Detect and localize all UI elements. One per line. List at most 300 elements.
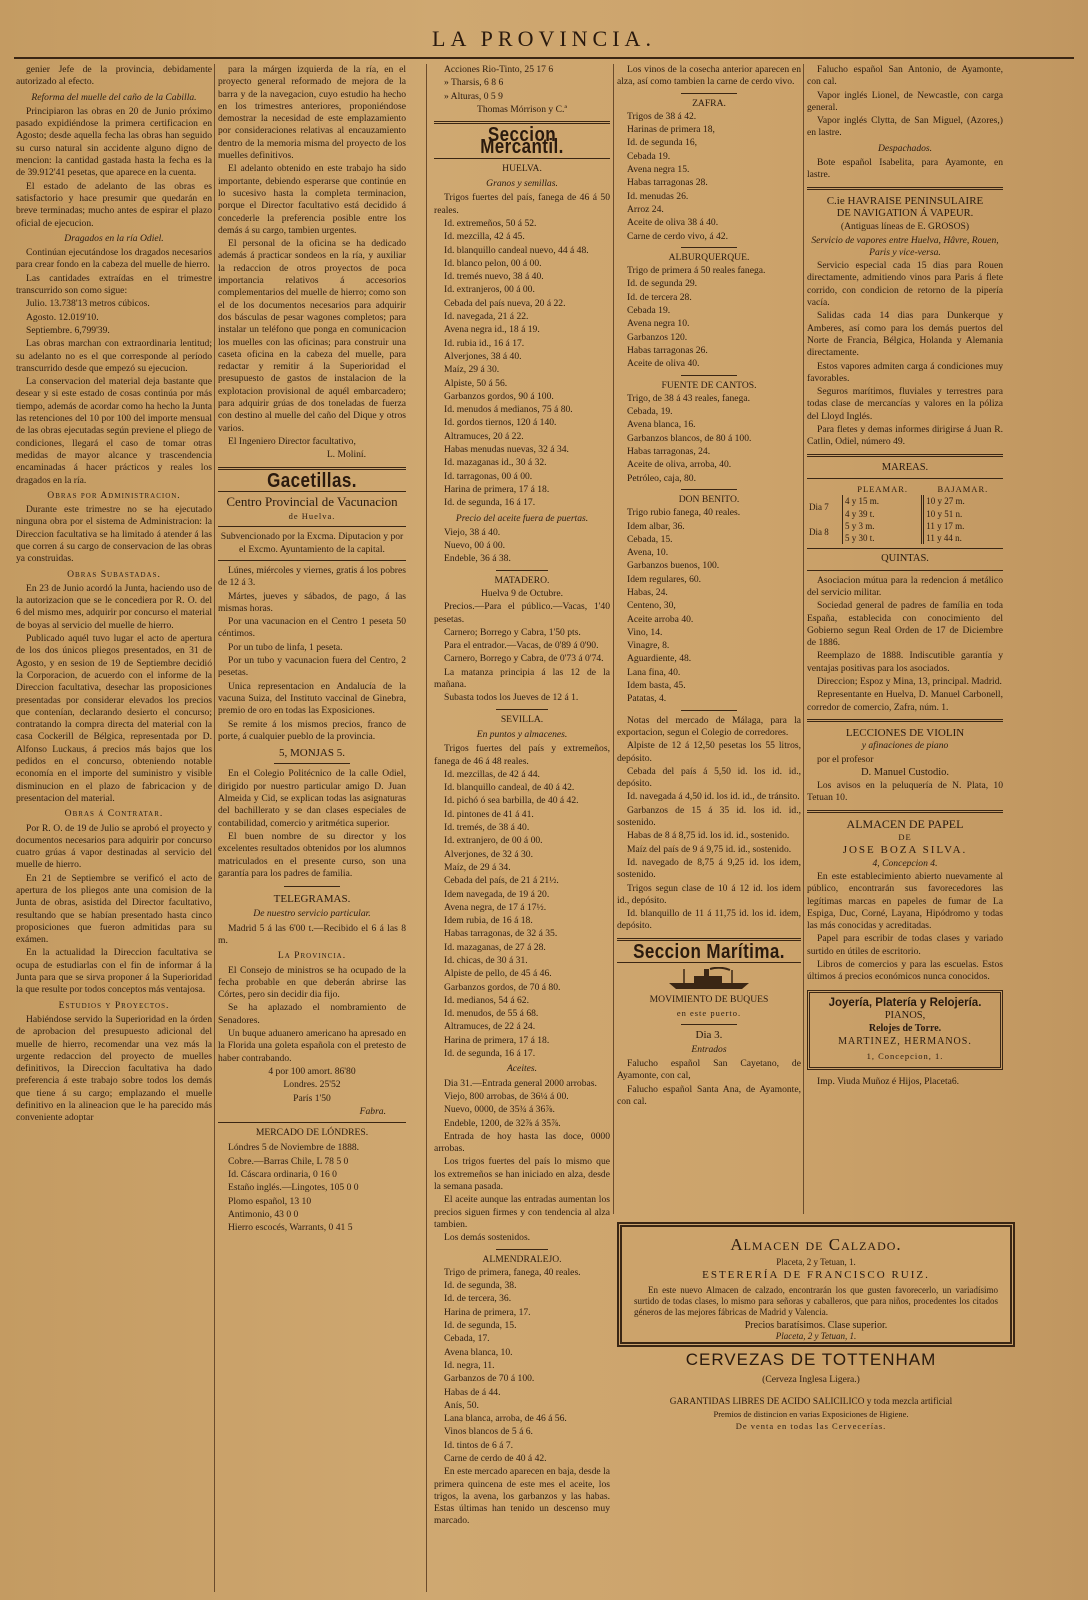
list-item: Hierro escocés, Warrants, 0 41 5	[228, 1222, 353, 1234]
list-item: Id. de segunda 29.	[627, 278, 698, 290]
list-item: Habas de 8 á 8,75 id. los id. id., sostenido.	[627, 830, 790, 842]
list-item: Maíz, de 29 á 34.	[444, 861, 511, 873]
list-item: Carnero, Borrego y Cabra, de 0'73 á 0'74.	[444, 653, 604, 665]
paragraph: Principiaron las obras en 20 de Junio próximo pasado expidiéndose la primera certificacion en Agosto; desde aquella fecha las obras han seguido su curso natural sin accidente alguno digno de mencion: la cantidad gastada hasta la fecha es la de 39.912'41 pesetas, que aparece en la cuenta.	[16, 105, 212, 179]
list-item: Habas tarragonas 28.	[627, 177, 708, 189]
section-subtitle: Precio del aceite fuera de puertas.	[455, 512, 589, 524]
ad-name: MARTINEZ, HERMANOS.	[838, 1036, 972, 1048]
paragraph: Por R. O. de 19 de Julio se aprobó el proyecto y documentos necesarios para adquirir por concurso cuatro grúas á vapor destinadas al servicio del muelle de hierro.	[16, 822, 212, 871]
ad-line: Premios de distincion en varias Exposiciones de Higiene.	[713, 1409, 909, 1419]
paragraph: genier Jefe de la provincia, debidamente autorizado al efecto.	[16, 64, 212, 88]
paragraph: Direccion; Espoz y Mina, 13, principal. Madrid.	[817, 676, 1002, 688]
list-item: Cebada, 17.	[444, 1333, 490, 1345]
paragraph: Unica representacion en Andalucía de la vacuna Suiza, del Instituto vaccinal de Ginebra, premio de oro en todas las Exposiciones.	[218, 680, 406, 717]
paragraph: Por una vacunacion en el Centro 1 peseta 50 céntimos.	[218, 616, 406, 640]
divider	[807, 719, 1003, 722]
ad-line: PIANOS,	[884, 1009, 926, 1021]
divider	[284, 886, 340, 887]
divider	[496, 709, 549, 710]
tide-cell: 11 y 44 n.	[923, 532, 1003, 544]
price-list-alburquerque	[617, 265, 801, 370]
list-item: Id. mazaganas, de 27 á 28.	[444, 941, 546, 953]
section-subtitle: Despachados.	[877, 142, 933, 154]
paragraph: Publicado aquél tuvo lugar el acto de apertura de los dos únicos pliegos presentados, en 31 de Agosto, y en sesion de 19 de Septiembre decidió la Corporacion, de acuerdo con el informe de la Direccion facultativa, desechar las proposiciones presentadas por considerar elevados los precios que contenían, declarando desierto el concurso; contratando la compra directa del material con la casa Cockerill de Bélgica, representada por D. Alfonso Luckaus, á precios más bajos que los pedidos en el concurso, obteniendo notable economía en el importe del suministro y visible disminucion en el plazo de fabricacion y de presentacion del material.	[16, 633, 212, 804]
ad-subtitle: Servicio de vapores entre Huelva, Hâvre, Rouen, Paris y vice-versa.	[811, 234, 999, 258]
divider	[807, 570, 1003, 571]
city-heading: HUELVA.	[502, 162, 542, 174]
paragraph: Reemplazo de 1888. Indiscutible garantía y ventajas positivas para los asociados.	[807, 650, 1003, 674]
divider	[681, 710, 736, 711]
paragraph: Se ha aplazado el nombramiento de Senadores.	[218, 1002, 406, 1026]
list-item: Id. tarragonas, 00 á 00.	[444, 470, 533, 482]
paragraph: Para fletes y demas informes dirigirse á Juan R. Catlin, Odiel, número 49.	[807, 424, 1003, 448]
list-item: La matanza principia á las 12 de la mañana.	[434, 666, 610, 691]
tide-cell: 5 y 3 m.	[843, 520, 923, 532]
list-item: Trigos fuertes del país y extremeños, fanega de 46 á 48 reales.	[434, 743, 610, 767]
list-item: Dia 31.—Entrada general 2000 arrobas.	[444, 1077, 597, 1089]
paragraph: Libros de comercios y para las escuelas. Estos últimos á precios económicos nunca conocidos.	[807, 959, 1003, 983]
list-item: Harinas de primera 18,	[627, 124, 715, 136]
tide-table	[807, 483, 1003, 544]
divider	[681, 1024, 736, 1025]
tide-cell: 4 y 39 t.	[843, 508, 923, 520]
list-item: Centeno, 30,	[627, 600, 676, 612]
divider	[681, 375, 736, 376]
divider	[496, 570, 549, 571]
dateline: Huelva 9 de Octubre.	[480, 587, 564, 599]
list-item: Harina de primera, 17.	[444, 1306, 531, 1318]
list-item: Alverjones, de 32 á 30.	[444, 848, 533, 860]
signature: L. Moliní.	[326, 449, 366, 461]
list-item: Endeble, 1200, de 32⅞ á 35⅞.	[444, 1117, 561, 1129]
city-heading: ZAFRA.	[692, 97, 726, 109]
list-item: En este mercado aparecen en baja, desde la primera quincena de este mes el aceite, los trigos, la avena, los garbanzos y las habas. Estas últimas han tenido un descenso muy marcado.	[434, 1466, 610, 1527]
divider	[807, 810, 1003, 813]
list-item: Id. rubia id., 16 á 17.	[444, 337, 525, 349]
section-subtitle: Granos y semillas.	[486, 178, 558, 190]
tide-cell: 4 y 15 m.	[843, 495, 923, 507]
column-4	[617, 64, 801, 1214]
paragraph: para la márgen izquierda de la ría, en el proyecto general reformado de mejora de la barra y de la navegacion, cuyo estudio ha hecho en los trimestres anteriores, proponiéndose demostrar la necesidad de este emplazamiento por consideraciones relativas al encauzamiento dentro de la memoria misma del proyecto de los muelles definitivos.	[218, 64, 406, 162]
list-item: Id. de segunda, 16 á 17.	[444, 1048, 536, 1060]
list-item: Idem rubia, de 16 á 18.	[444, 915, 533, 927]
divider	[681, 489, 736, 490]
list-item: El aceite aunque las entradas aumentan los precios siguen firmes y con tendencia al alza tambien.	[434, 1194, 610, 1230]
price-list-matadero	[434, 601, 610, 704]
ad-subtitle: y afinaciones de piano	[861, 740, 949, 752]
section-heading: MOVIMIENTO DE BUQUES	[649, 994, 769, 1005]
ad-cervezas	[617, 1350, 1005, 1460]
list-item: Antimonio, 43 0 0	[228, 1208, 299, 1220]
list-item: Avena negra, de 17 á 17½.	[444, 901, 547, 913]
list-item: Avena negra 15.	[627, 164, 690, 176]
list-item: Carnero; Borrego y Cabra, 1'50 pts.	[444, 626, 581, 638]
section-heading: Obras por Administracion.	[47, 489, 181, 501]
paragraph: El Consejo de ministros se ha ocupado de la fecha probable en que deberán abrirse las Córtes, pero sin decidir dia fijo.	[218, 964, 406, 1001]
list-item: Vino, 14.	[627, 626, 663, 638]
list-item: Subasta todos los Jueves de 12 á 1.	[444, 692, 579, 704]
list-item: Habas menudas nuevas, 32 á 34.	[444, 444, 569, 456]
column-divider	[803, 64, 804, 1214]
paragraph: Se remite á los mismos precios, franco de porte, á cualquier pueblo de la provincia.	[218, 718, 406, 742]
list-item: Vinagre, 8.	[627, 640, 670, 652]
list-item: Id. chicas, de 30 á 31.	[444, 955, 528, 966]
paragraph: En la actualidad la Direccion facultativa se ocupa de estudiarlas con el fin de informar á la Junta para que se sirva proponer á la Superioridad la que resulte por todos conceptos más ventajosa.	[16, 947, 212, 996]
list-item: Vinos blancos de 5 á 6.	[444, 1426, 533, 1438]
paragraph: El Ingeniero Director facultativo,	[228, 435, 356, 447]
paragraph: Servicio especial cada 15 dias para Rouen directamente, admitiendo vinos para Paris á flete corrido, con condicion de retorno de la pipería vacía.	[807, 260, 1003, 309]
price-list-benito	[617, 507, 801, 705]
address: Placeta, 2 y Tetuan, 1.	[775, 1331, 857, 1341]
list-item: Cebada del país á 5,50 id. los id. id., depósito.	[617, 765, 801, 790]
list-item: Plomo español, 13 10	[228, 1195, 312, 1207]
city-heading: SEVILLA.	[500, 713, 544, 725]
quote-line: París 1'50	[293, 1092, 331, 1104]
ad-title: Almacen de Calzado.	[730, 1235, 902, 1254]
address: Placeta, 2 y Tetuan, 1.	[776, 1257, 856, 1267]
paragraph: Asociacion mútua para la redencion á metálico del servicio militar.	[807, 574, 1003, 598]
divider	[274, 763, 349, 764]
paragraph: El adelanto obtenido en este trabajo ha sido importante, debiendo esperarse que continúe en lo sucesivo hasta la completa terminacion, porque el Director facultativo está decidido á concederle la preferencia posible entre los demás á su cargo, tambien urgentes.	[218, 163, 406, 236]
paragraph: En 23 de Junio acordó la Junta, haciendo uso de la autorizacion que se le concediera por R. O. del 6 del mismo mes, adquirir por concurso el material de boyas al servicio del muelle de hierro.	[16, 582, 212, 631]
list-item: Bote español Isabelita, para Ayamonte, en lastre.	[807, 157, 1003, 181]
list-item: Trigo rubio fanega, 40 reales.	[627, 507, 741, 519]
list-item: Habas de á 44.	[444, 1386, 501, 1398]
ad-subtitle: DE	[898, 832, 912, 843]
section-heading: Estudios y Proyectos.	[58, 999, 170, 1011]
divider	[807, 187, 1003, 190]
section-subtitle: en este puerto.	[676, 1008, 742, 1019]
list-item: Id. blanquillo candeal nuevo, 44 á 48.	[444, 244, 589, 256]
list-item: Trigo, de 38 á 43 reales, fanega.	[627, 392, 750, 404]
paragraph: La conservacion del material deja bastante que desear y si este estado de cosas continúa por más tiempo, además de acordar como ha hecho la Junta las retenciones del 10 por 100 del importe mensual de las obras ejecutadas según previene el pliego de condiciones, llegará el caso de tomar otras medidas de mayor alcance y trascendencia encaminadas á hacer prácticos y reales los dragados en la ría.	[16, 376, 212, 486]
steamship-icon	[617, 967, 801, 991]
column-5	[807, 64, 1003, 1214]
paragraph: Por un tubo y vacunacion fuera del Centro, 2 pesetas.	[218, 655, 406, 679]
paragraph: El buen nombre de su director y los excelentes resultados obtenidos por los alumnos matriculados en el presente curso, son una garantía para los padres de familia.	[218, 830, 406, 879]
list-item: Id. de segunda 16,	[627, 137, 698, 149]
section-subtitle: En puntos y almacenes.	[476, 728, 568, 740]
ad-name: D. Manuel Custodio.	[860, 766, 950, 778]
list-item: Lana fina, 40.	[627, 666, 681, 678]
ad-title: Joyería, Platería y Relojería.	[828, 996, 982, 1009]
list-item: Aceite de oliva 40.	[627, 358, 700, 370]
paragraph: En 21 de Septiembre se verificó el acto de apertura de los pliegos ante una comision de la Junta de obras, asistida del Director facultativo, resultando que se habían presentado hasta cinco proposiciones que fueron admitidas para su exámen.	[16, 872, 212, 946]
list-item: Los demás sostenidos.	[444, 1232, 531, 1244]
list-item: Cebada, 19.	[627, 406, 673, 418]
price-list-fuente	[617, 393, 801, 485]
paragraph: El estado de adelanto de las obras es satisfactorio y hace presumir que quedarán en breve terminadas; mucho antes de espirar el plazo oficial de ejecucion.	[16, 180, 212, 229]
ad-calzado	[617, 1222, 1015, 1347]
list-item: Cebada del país, de 21 á 21½.	[444, 875, 559, 887]
paragraph: Seguros marítimos, fluviales y terrestres para todas clase de mercancías y valores en la póliza del Lloyd Inglés.	[807, 386, 1003, 422]
paragraph: Los avisos en la peluquería de N. Plata, 10 Tetuan 10.	[807, 780, 1003, 804]
list-item: Anís, 50.	[444, 1399, 479, 1411]
list-item: » Tharsis, 6 8 6	[444, 77, 504, 89]
list-item: Id. pintones de 41 á 41.	[444, 808, 534, 820]
price-list-zafra	[617, 111, 801, 243]
list-item: Habas tarragonas 26.	[627, 344, 708, 356]
list-item: Id. mezcillas, de 42 á 44.	[444, 768, 540, 780]
section-heading: Obras á Contratar.	[64, 808, 164, 820]
list-item: Trigo de primera á 50 reales fanega.	[627, 265, 766, 277]
signature: Thomas Mórrison y C.ª	[476, 103, 568, 115]
list-item: Garbanzos de 70 á 100.	[444, 1373, 535, 1385]
price-list-aceites	[434, 1078, 610, 1245]
list-item: Id. blanquillo de 11 á 11,75 id. los id. idem, depósito.	[617, 908, 801, 932]
list-item: Id. Cáscara ordinaria, 0 16 0	[228, 1169, 337, 1181]
list-item: Id. mazaganas id., 30 á 32.	[444, 457, 547, 469]
ad-subtitle: (Antiguas líneas de E. GROSOS)	[840, 221, 970, 233]
list-item: Id. blanco pelon, 00 á 00.	[444, 257, 542, 269]
list-item: Altramuces, 20 á 22.	[444, 430, 524, 442]
tide-day: Dia 8	[809, 526, 829, 537]
divider	[218, 526, 406, 527]
list-item: Estaño inglés.—Lingotes, 105 0 0	[228, 1182, 359, 1194]
column-1	[16, 64, 212, 1592]
price-list-aceite	[434, 527, 610, 566]
list-item: Aceite arroba 40.	[627, 613, 694, 625]
paragraph: Septiembre. 6,799'39.	[26, 324, 110, 336]
paragraph: En el Colegio Politécnico de la calle Odiel, dirigido por nuestro particular amigo D. Juan Almeida y Cid, se explican todas las asignaturas del bachillerato y se dan clases especiales de contabilidad, comercio y aritmética superior.	[218, 768, 406, 829]
city-heading: ALMENDRALEJO.	[482, 1253, 562, 1265]
list-item: Arroz 24.	[627, 203, 664, 215]
list-item: Id. tremés nuevo, 38 á 40.	[444, 271, 544, 283]
list-item: Carne de cerdo vivo, á 42.	[627, 230, 728, 242]
list-item: Id. negra, 11.	[444, 1359, 495, 1371]
tide-cell: 11 y 17 m.	[923, 520, 1003, 532]
ad-title: ALMACEN DE PAPEL	[846, 816, 964, 831]
list-item: Id. menudos, de 55 á 68.	[444, 1008, 539, 1020]
divider	[807, 478, 1003, 479]
paragraph: Lúnes, miércoles y viernes, gratis á los pobres de 12 á 3.	[218, 564, 406, 589]
list-item: Carne de cerdo de 40 á 42.	[444, 1452, 547, 1464]
section-title-maritima: Seccion Marítima.	[633, 940, 785, 963]
ad-line: Precios baratísimos. Clase superior.	[744, 1320, 888, 1331]
list-item: Cebada 19.	[627, 305, 671, 317]
section-heading: Obras Subastadas.	[67, 568, 161, 580]
list-item: Petróleo, caja, 80.	[627, 472, 696, 484]
list-item: Cebada 19.	[627, 150, 671, 162]
list-item: Lana blanca, arroba, de 46 á 56.	[444, 1413, 567, 1425]
list-item: Alverjones, 38 á 40.	[444, 350, 522, 362]
price-list-almendralejo	[434, 1267, 610, 1528]
paragraph: Los vinos de la cosecha anterior aparecen en alza, así como tambien la carne de cerdo vivo.	[617, 64, 801, 88]
list-item: Falucho español Santa Ana, de Ayamonte, con cal.	[617, 1083, 801, 1108]
price-list-sevilla	[434, 743, 610, 1060]
list-item: Alpiste de 12 á 12,50 pesetas los 55 litros, depósito.	[617, 740, 801, 764]
list-item: Id. tremés, de 38 á 40.	[444, 822, 530, 834]
list-item: Id. de tercera, 36.	[444, 1293, 512, 1305]
list-item: Trigos segun clase de 10 á 12 id. los idem id., depósito.	[617, 882, 801, 906]
list-item: Endeble, 36 á 38.	[444, 553, 511, 565]
list-item: Vapor inglés Lionel, de Newcastle, con carga general.	[807, 89, 1003, 113]
section-subtitle: Aceites.	[506, 1063, 538, 1075]
ad-name: JOSE BOZA SILVA.	[842, 844, 968, 857]
list-item: Maíz del país de 9 á 9,75 id. id., sostenido.	[627, 843, 792, 855]
list-item: Cebada, 15.	[627, 533, 673, 545]
list-item: Aceite de oliva, arroba, 40.	[627, 459, 732, 471]
column-3	[434, 64, 610, 1592]
list-item: Id. navegado de 8,75 á 9,25 id. los idem, sostenido.	[617, 856, 801, 881]
divider	[681, 247, 736, 248]
list-item: Trigo de primera, fanega, 40 reales.	[444, 1266, 581, 1278]
ad-line: GARANTIDAS LIBRES DE ACIDO SALICILICO y toda mezcla artificial	[669, 1397, 953, 1407]
paragraph: Julio. 13.738'13 metros cúbicos.	[26, 298, 150, 310]
list-item: Idem regulares, 60.	[627, 573, 702, 585]
list-item: Garbanzos blancos, de 80 á 100.	[627, 432, 752, 444]
ad-title: LECCIONES DE VIOLIN	[845, 726, 965, 739]
list-item: Garbanzos gordos, 90 á 100.	[444, 390, 554, 402]
price-list-malaga	[617, 715, 801, 933]
list-item: Precios.—Para el público.—Vacas, 1'40 pesetas.	[434, 601, 610, 625]
ad-subtitle: de Huelva.	[288, 511, 336, 522]
paragraph: Salidas cada 14 dias para Dunkerque y Amberes, así como para los demás puertos del Norte de Francia, Bélgica, Holanda y Alemania directamente.	[807, 310, 1003, 359]
list-item: Id. extranjero, de 00 á 00.	[444, 835, 543, 847]
list-item: Maíz, 29 á 30.	[444, 364, 500, 376]
list-item: Nuevo, 00 á 00.	[444, 540, 506, 552]
ad-subtitle: (Cerveza Inglesa Ligera.)	[762, 1374, 860, 1385]
list-item: Altramuces, de 22 á 24.	[444, 1021, 536, 1033]
tide-header: BAJAMAR.	[937, 483, 989, 494]
column-2	[218, 64, 406, 1592]
ad-joyeria	[807, 990, 1003, 1070]
column-divider	[613, 64, 614, 1214]
ad-line: De venta en todas las Cervecerías.	[735, 1421, 887, 1431]
list-item: Avena negra id., 18 á 19.	[444, 324, 540, 336]
divider	[218, 1122, 406, 1123]
list-item: Idem basta, 45.	[627, 680, 686, 692]
paragraph: Por un tubo de linfa, 1 peseta.	[228, 641, 343, 653]
list-item: Avena negra 10.	[627, 318, 690, 330]
paragraph: Mártes, jueves y sábados, de pago, á las mismas horas.	[218, 590, 406, 614]
tide-cell: 10 y 51 n.	[923, 508, 1003, 520]
paragraph: El personal de la oficina se ha dedicado además á practicar sondeos en la ría, y auxiliar la redaccion de otros proyectos de poca importancia relativos á accesorios complementarios del muelle de hierro; como son el de los documentos necesarios para adquirir dos básculas de pesar wagones completos; para instalar un teléfono que ponga en comunicacion los muelles con las oficinas; para construir una caseta oficina en la cabeza del muelle, para redactar y remitir á la Superioridad el presupuesto de gastos de instalacion de la explotacion provisional de aquél embarcadero; para adquirir grúas de dos toneladas de fuerza con destino al muelle del caño del Dique y otros varios.	[218, 238, 406, 434]
city-heading: ALBURQUERQUE.	[668, 251, 750, 263]
list-item: Aguardiente, 48.	[627, 653, 692, 665]
masthead-rule	[14, 57, 1074, 59]
list-item: Viejo, 38 á 40.	[444, 526, 501, 538]
list-item: Garbanzos gordos, de 70 á 80.	[444, 981, 561, 993]
list-item: Id. extranjeros, 00 á 00.	[444, 284, 535, 296]
list-item: Id. gordos tiernos, 120 á 140.	[444, 417, 557, 429]
section-heading: Dragados en la ría Odiel.	[64, 232, 164, 244]
list-item: Acciones Rio-Tinto, 25 17 6	[444, 64, 554, 75]
list-item: Garbanzos de 15 á 35 id. los id. id., sostenido.	[617, 804, 801, 829]
ad-title: C.ie HAVRAISE PENINSULAIRE	[826, 194, 984, 207]
section-title-telegramas: TELEGRAMAS.	[273, 893, 351, 906]
list-item: Harina de primera, 17 á 18.	[444, 483, 550, 495]
city-heading: DON BENITO.	[678, 493, 740, 505]
list-item: Trigos fuertes del país, fanega de 46 á 50 reales.	[434, 192, 610, 216]
paragraph: En este nuevo Almacen de calzado, encontrarán los que gusten favorecerlo, un variadísimo surtido de todas clases, lo mismo para señoras y caballeros, que para niños, procedentes los citados géneros de las mejores fábricas de Madrid y Valencia.	[634, 1285, 998, 1317]
list-item: Notas del mercado de Málaga, para la exportacion, segun el Colegio de corredores.	[617, 714, 801, 738]
list-item: Id. mezcilla, 42 á 45.	[444, 231, 525, 243]
paragraph: Representante en Huelva, D. Manuel Carbonell, corredor de comercio, Zafra, núm. 1.	[807, 689, 1003, 713]
list-item: Id. tintos de 6 á 7.	[444, 1439, 514, 1451]
tide-day: Dia 7	[809, 502, 829, 513]
paragraph: por el profesor	[817, 753, 874, 765]
list-item: Avena, 10.	[627, 547, 669, 559]
paragraph: Estos vapores admiten carga á condiciones muy favorables.	[807, 360, 1003, 384]
paragraph: Madrid 5 á las 6'00 t.—Recibido el 6 á las 8 m.	[218, 922, 406, 946]
section-title-mercantil: Seccion Mercantil.	[480, 124, 564, 159]
divider	[807, 454, 1003, 457]
ad-title: CERVEZAS DE TOTTENHAM	[685, 1350, 937, 1369]
divider	[807, 548, 1003, 549]
tide-cell: 5 y 30 t.	[843, 532, 923, 544]
list-item: Idem albar, 36.	[627, 520, 685, 532]
list-item: Aceite de oliva 38 á 40.	[627, 217, 719, 229]
list-item: Id. blanquillo candeal, de 40 á 42.	[444, 782, 575, 794]
list-item: Id. medianos, 54 á 62.	[444, 994, 529, 1006]
divider	[218, 560, 406, 561]
section-title-mercado: MERCADO DE LÓNDRES.	[255, 1127, 369, 1139]
list-item: Id. de segunda, 16 á 17.	[444, 497, 536, 509]
list-item: Id. navegada á 4,50 id. los id. id., de tránsito.	[627, 791, 800, 803]
list-item: Id. extremeños, 50 á 52.	[444, 217, 537, 229]
list-item: Habas, 24.	[627, 586, 668, 598]
paragraph: Habiéndose servido la Superioridad en la órden de aprobacion del presupuesto adicional del muelle de hierro, recomendar una vez más la urgente redaccion del proyecto de muelles definitivos, la Direccion facultativa ha dado preferencia á este trabajo sobre todos los demás que tiene á su cargo; emplazando el muelle definitivo en la alineacion que le ha parecido más conveniente adoptar	[16, 1013, 212, 1124]
city-heading: FUENTE DE CANTOS.	[661, 379, 757, 391]
paragraph: Las obras marchan con extraordinaria lentitud; su adelanto no es el que corresponde al período transcurrido desde que empezó su ejecucion.	[16, 338, 212, 374]
paragraph: Sociedad general de padres de família en toda España, establecida con conocimiento del Gobierno segun Real Orden de 17 de Diciembre de 1886.	[807, 600, 1003, 649]
city-heading: MATADERO.	[494, 574, 550, 586]
list-item: Id. pichó ó sea barbilla, de 40 á 42.	[444, 795, 579, 807]
list-item: Garbanzos buenos, 100.	[627, 560, 720, 572]
address: 1, Concepcion, 1.	[866, 1050, 944, 1061]
list-item: Vapor inglés Clytta, de San Miguel, (Azores,) en lastre.	[807, 115, 1003, 139]
paragraph: Durante este trimestre no se ha ejecutado ninguna obra por el sistema de Administracion: la Direccion facultativa se ha limitado á atender á las que corren á su cargo de conservacion de las obras ya construidas.	[16, 504, 212, 565]
tide-cell: 10 y 27 m.	[923, 495, 1003, 507]
list-item: Entrada de hoy hasta las doce, 0000 arrobas.	[434, 1130, 610, 1155]
date-heading: Dia 3.	[695, 1028, 723, 1041]
list-item: Habas tarragonas, 24.	[627, 446, 711, 458]
list-item: » Alturas, 0 5 9	[444, 90, 503, 102]
list-item: Id. navegada, 21 á 22.	[444, 311, 529, 323]
section-heading: QUINTAS.	[881, 553, 929, 565]
list-item: Cobre.—Barras Chile, L 78 5 0	[228, 1155, 349, 1167]
address: 4, Concepcion 4.	[872, 857, 938, 869]
newspaper-masthead: LA PROVINCIA.	[432, 26, 656, 51]
ad-title: DE NAVIGATION Á VAPEUR.	[836, 207, 974, 219]
tide-header: PLEAMAR.	[857, 483, 909, 494]
list-item: Habas tarragonas, de 32 á 35.	[444, 928, 558, 940]
column-divider	[426, 64, 427, 1592]
ad-name: ESTERERÍA DE FRANCISCO RUIZ.	[702, 1269, 930, 1281]
list-item: Avena blanca, 16.	[627, 419, 696, 431]
paragraph: Un buque aduanero americano ha apresado en la Florida una goleta española con el pretesto de haber contrabando.	[218, 1028, 406, 1064]
list-item: Id. de segunda, 38.	[444, 1280, 517, 1292]
paragraph: Agosto. 12.019'10.	[26, 311, 99, 323]
list-item: Harina de primera, 17 á 18.	[444, 1034, 550, 1046]
paragraph: Las cantidades extraídas en el trimestre transcurrido son como sigue:	[16, 272, 212, 297]
list-item: Falucho español San Cayetano, de Ayamonte, con cal,	[617, 1058, 801, 1082]
list-item: Id. menudos á medianos, 75 á 80.	[444, 404, 573, 416]
printer-credit: Imp. Viuda Muñoz é Hijos, Placeta6.	[817, 1076, 960, 1088]
section-subtitle: De nuestro servicio particular.	[253, 908, 371, 920]
list-item: Para el entrador.—Vacas, de 0'89 á 0'90.	[444, 640, 599, 652]
list-item: Alpiste de pello, de 45 á 46.	[444, 968, 552, 980]
section-title-gacetillas: Gacetillas.	[267, 469, 357, 492]
list-item: Idem navegada, de 19 á 20.	[444, 888, 550, 900]
signature: Fabra.	[359, 1105, 386, 1117]
divider	[681, 93, 736, 94]
quote-line: 4 por 100 amort. 86'80	[268, 1065, 356, 1077]
paragraph: En este establecimiento abierto nuevamente al público, encontrarán sus favorecedores las legítimas marcas en papeles de fumar de La Espiga, Duc, Corné, Layana, Hipódromo y todas las más conocidas y acreditadas.	[807, 870, 1003, 932]
list-item: Falucho español San Antonio, de Ayamonte, con cal.	[807, 64, 1003, 88]
section-heading: La Provincia.	[277, 950, 347, 962]
